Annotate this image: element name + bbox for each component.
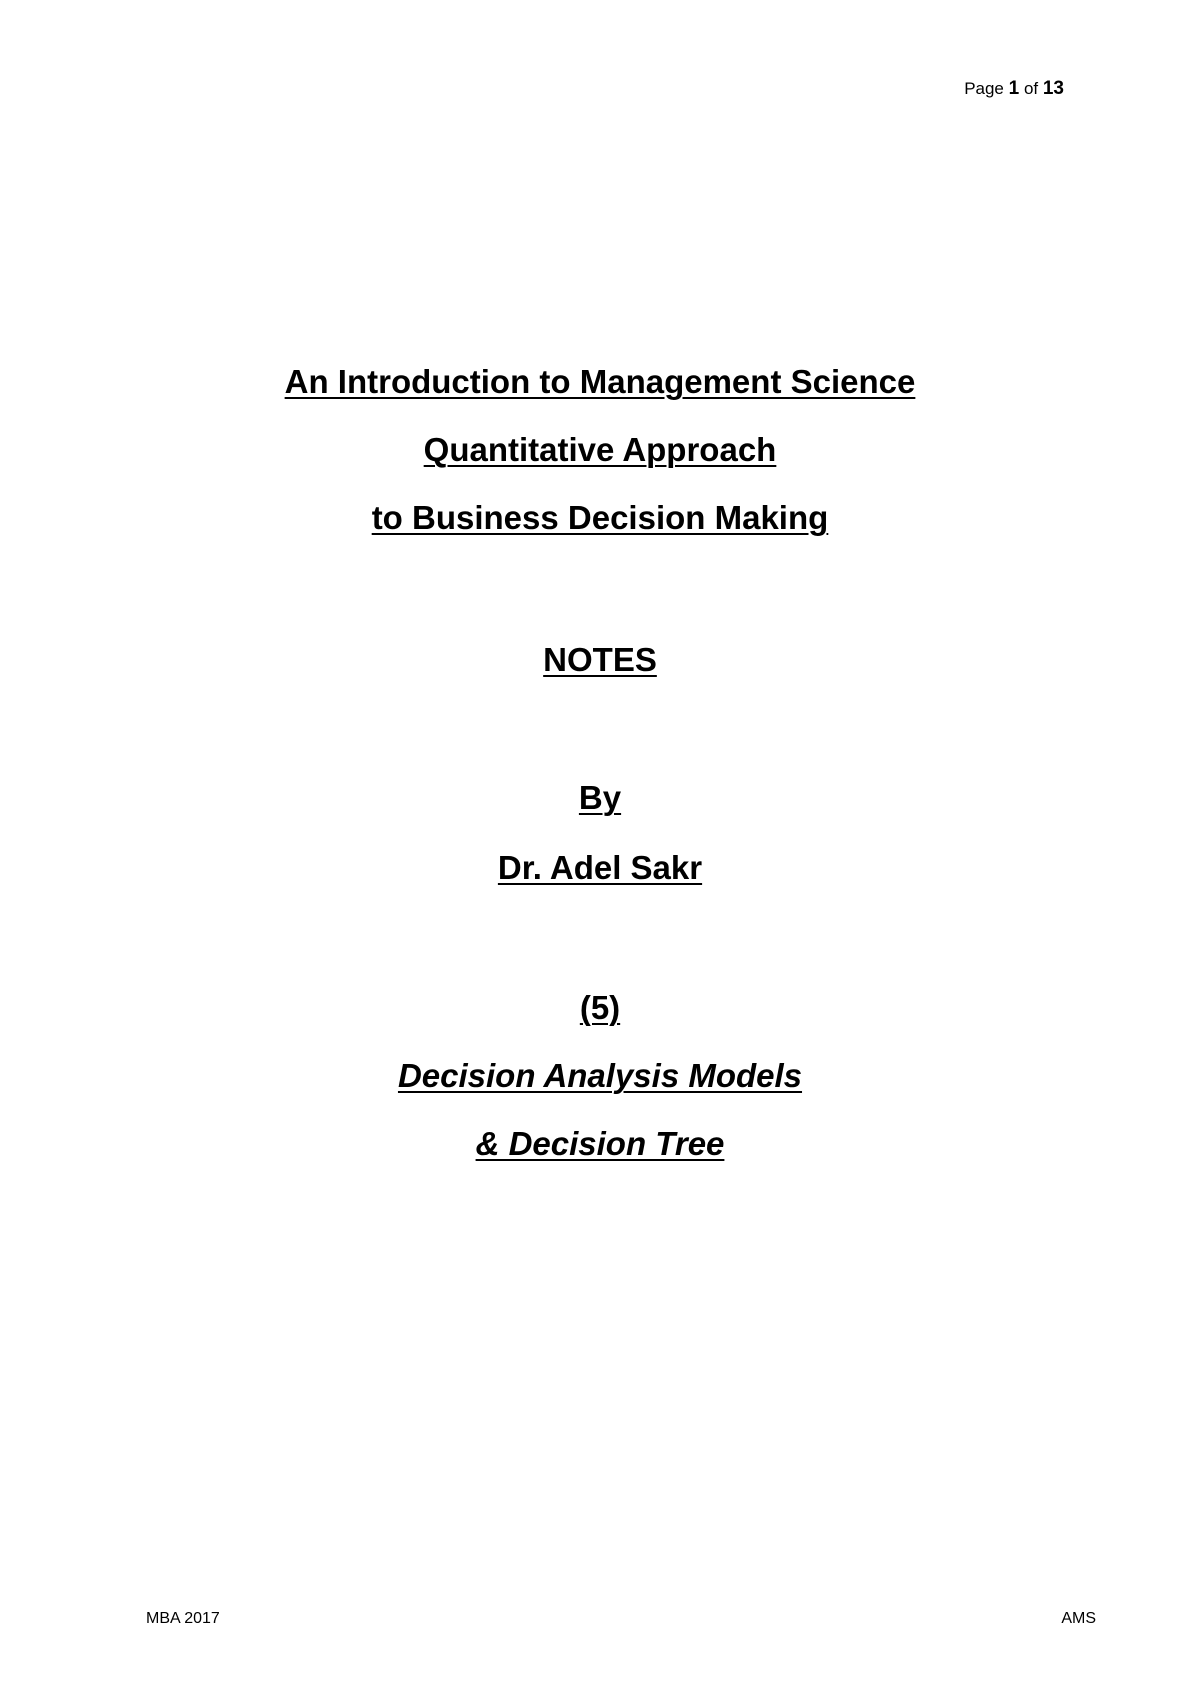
page-prefix: Page: [964, 79, 1004, 98]
footer-right: AMS: [1061, 1610, 1096, 1627]
chapter-title-line-1: Decision Analysis Models: [397, 1057, 803, 1094]
title-line-3: to Business Decision Making: [371, 499, 829, 536]
footer-left: MBA 2017: [146, 1610, 220, 1627]
notes-label: NOTES: [543, 641, 657, 678]
chapter-number: (5): [579, 989, 621, 1026]
title-line-1: An Introduction to Management Science: [284, 363, 916, 400]
chapter-title-line-2: & Decision Tree: [475, 1125, 725, 1162]
page-of: of: [1023, 79, 1039, 98]
by-label: By: [578, 779, 622, 816]
author-name: Dr. Adel Sakr: [497, 849, 703, 886]
page-total: 13: [1042, 78, 1064, 99]
title-line-2: Quantitative Approach: [423, 431, 777, 468]
page-number: [964, 78, 1064, 100]
page-current: 1: [1008, 78, 1020, 99]
